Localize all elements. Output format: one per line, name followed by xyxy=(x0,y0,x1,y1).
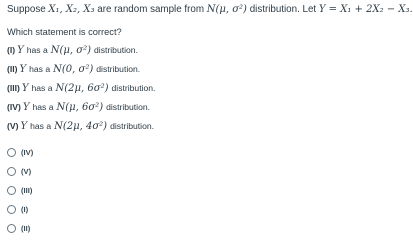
statement-number: (III) xyxy=(7,83,20,93)
option-label[interactable]: (IV) xyxy=(21,148,34,157)
statement-number: (IV) xyxy=(7,102,21,112)
statement-item xyxy=(7,64,347,83)
stem-middle: are random sample from xyxy=(97,4,204,15)
statement-distribution: N(μ, σ²) xyxy=(50,45,92,56)
statement-number: (II) xyxy=(7,64,18,74)
question-stem xyxy=(7,3,413,17)
statement-tail: distribution. xyxy=(94,45,138,55)
statement-tail: distribution. xyxy=(96,64,141,74)
statement-subject: Y xyxy=(20,121,28,132)
statement-list xyxy=(7,45,347,140)
statement-item xyxy=(7,45,347,64)
statement-tail: distribution. xyxy=(111,83,156,93)
statement-subject: Y xyxy=(17,45,24,56)
statement-number: (I) xyxy=(7,45,16,55)
option-label[interactable]: (III) xyxy=(21,186,33,195)
statement-tail: distribution. xyxy=(106,102,151,112)
statement-subject: Y xyxy=(21,83,29,94)
statement-distribution: N(0, σ²) xyxy=(53,64,94,75)
option-label[interactable]: (V) xyxy=(21,167,32,176)
statement-verb: has a xyxy=(30,121,52,131)
stem-variables: X₁, X₂, X₃ xyxy=(48,4,95,15)
statement-verb: has a xyxy=(32,102,54,112)
answer-option[interactable] xyxy=(7,162,207,181)
answer-option[interactable] xyxy=(7,143,207,162)
answer-option[interactable] xyxy=(7,219,207,238)
statement-verb: has a xyxy=(26,45,48,55)
stem-prefix: Suppose xyxy=(7,4,46,15)
radio-button[interactable] xyxy=(7,205,16,214)
question-prompt: Which statement is correct? xyxy=(7,27,122,37)
statement-item xyxy=(7,83,347,102)
radio-button[interactable] xyxy=(7,224,16,233)
option-label[interactable]: (II) xyxy=(21,224,31,233)
statement-verb: has a xyxy=(29,64,51,74)
statement-item xyxy=(7,121,347,140)
radio-button[interactable] xyxy=(7,167,16,176)
stem-suffix: distribution. Let xyxy=(249,4,317,15)
statement-distribution: N(2μ, 4σ²) xyxy=(54,121,108,132)
statement-item xyxy=(7,102,347,121)
stem-distribution: N(μ, σ²) xyxy=(206,4,247,15)
radio-button[interactable] xyxy=(7,186,16,195)
statement-tail: distribution. xyxy=(110,121,155,131)
question-block xyxy=(7,3,413,140)
statement-number: (V) xyxy=(7,121,19,131)
answer-option[interactable] xyxy=(7,200,207,219)
statement-distribution: N(μ, 6σ²) xyxy=(56,102,104,113)
radio-button[interactable] xyxy=(7,148,16,157)
option-label[interactable]: (I) xyxy=(21,205,29,214)
statement-distribution: N(2μ, 6σ²) xyxy=(55,83,109,94)
answer-options xyxy=(7,143,207,238)
answer-option[interactable] xyxy=(7,181,207,200)
statement-verb: has a xyxy=(31,83,53,93)
statement-subject: Y xyxy=(22,102,30,113)
statement-subject: Y xyxy=(19,64,27,75)
stem-definition: Y = X₁ + 2X₂ − X₃. xyxy=(318,4,413,15)
